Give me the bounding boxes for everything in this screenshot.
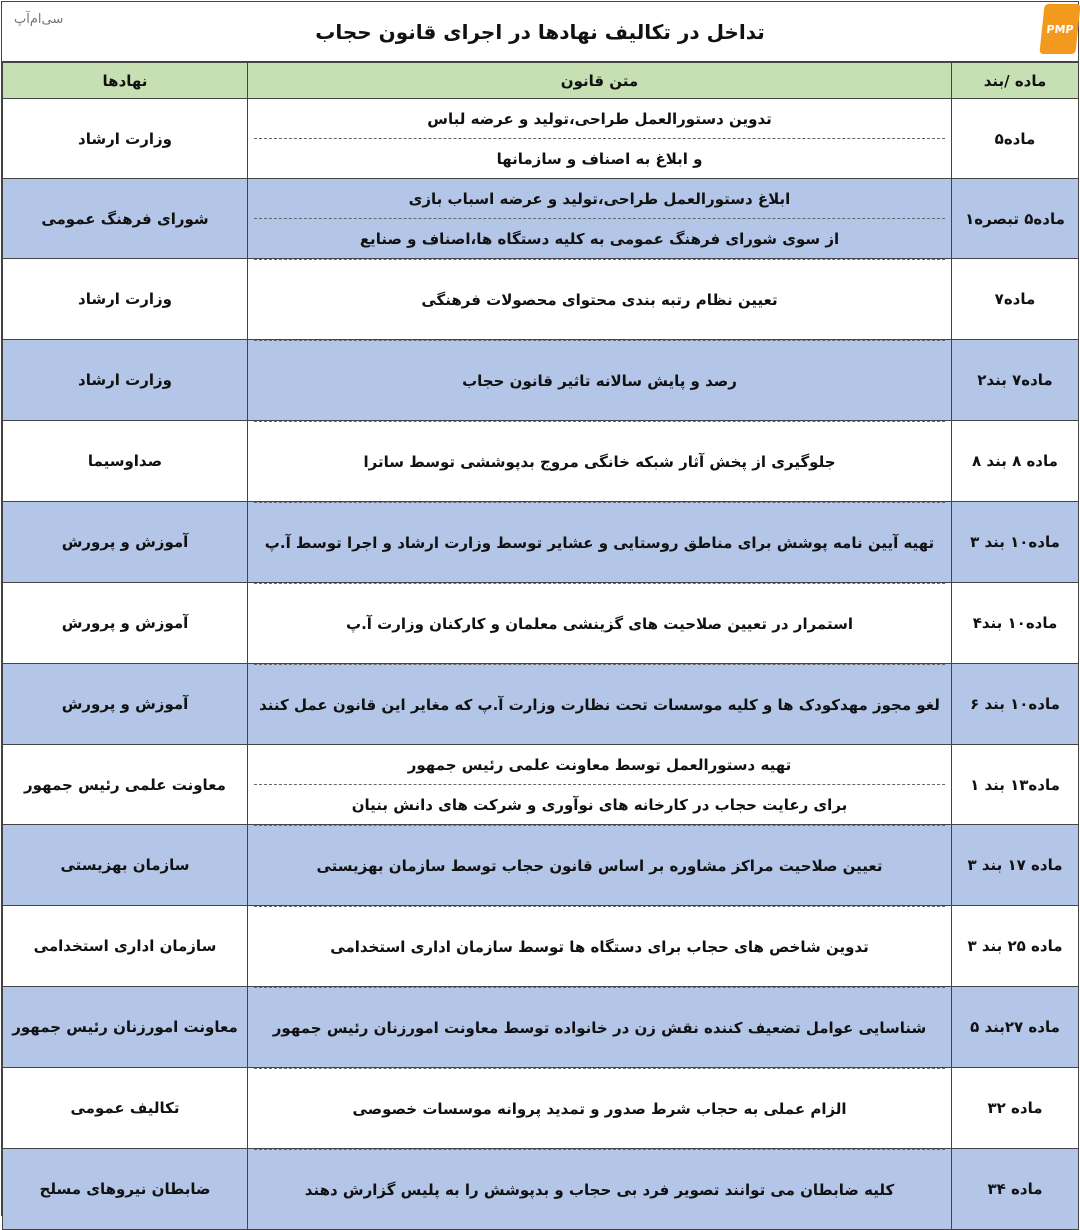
institution-cell: سازمان اداری استخدامی xyxy=(3,906,248,987)
law-text-cell xyxy=(248,421,952,502)
institution-cell: شورای فرهنگ عمومی xyxy=(3,179,248,259)
institution-cell: آموزش و پرورش xyxy=(3,664,248,745)
table-row xyxy=(3,502,1079,583)
law-text-line: تهیه دستورالعمل توسط معاونت علمی رئیس جمهور xyxy=(407,755,792,774)
law-table xyxy=(2,62,1079,1230)
law-text-split xyxy=(254,99,945,178)
law-text-split xyxy=(254,179,945,258)
table-row xyxy=(3,987,1079,1068)
law-text-cell xyxy=(248,583,952,664)
brand-text: سی‌ام‌آپ xyxy=(14,12,64,27)
law-text-cell xyxy=(248,987,952,1068)
article-cell: ماده۷ xyxy=(952,259,1079,340)
institution-cell: آموزش و پرورش xyxy=(3,502,248,583)
law-text-cell xyxy=(248,340,952,421)
column-header-article: ماده /بند xyxy=(952,63,1079,99)
article-cell: ماده ۱۷ بند ۳ xyxy=(952,825,1079,906)
institution-cell: تکالیف عمومی xyxy=(3,1068,248,1149)
law-text-line: تعیین نظام رتبه بندی محتوای محصولات فرهنگی xyxy=(254,259,945,339)
article-cell: ماده ۳۴ xyxy=(952,1149,1079,1230)
institution-cell: ضابطان نیروهای مسلح xyxy=(3,1149,248,1230)
institution-cell: صداوسیما xyxy=(3,421,248,502)
column-header-institution: نهادها xyxy=(3,63,248,99)
article-cell: ماده ۳۲ xyxy=(952,1068,1079,1149)
law-text-cell xyxy=(248,745,952,825)
table-row xyxy=(3,1149,1079,1230)
article-cell: ماده۱۰ بند ۶ xyxy=(952,664,1079,745)
table-row xyxy=(3,745,1079,825)
law-text-cell xyxy=(248,906,952,987)
table-row xyxy=(3,825,1079,906)
article-cell: ماده۱۰ بند ۳ xyxy=(952,502,1079,583)
article-cell: ماده ۲۷بند ۵ xyxy=(952,987,1079,1068)
table-row xyxy=(3,340,1079,421)
law-text-cell xyxy=(248,664,952,745)
law-text-line: تعیین صلاحیت مراکز مشاوره بر اساس قانون حجاب توسط سازمان بهزیستی xyxy=(254,825,945,905)
article-cell: ماده۵ تبصره۱ xyxy=(952,179,1079,259)
law-text-cell xyxy=(248,99,952,179)
institution-cell: سازمان بهزیستی xyxy=(3,825,248,906)
law-table-sheet xyxy=(1,1,1079,1216)
article-cell: ماده ۲۵ بند ۳ xyxy=(952,906,1079,987)
table-row xyxy=(3,1068,1079,1149)
article-cell: ماده ۸ بند ۸ xyxy=(952,421,1079,502)
table-row xyxy=(3,259,1079,340)
law-text-split xyxy=(254,745,945,824)
law-text-line: برای رعایت حجاب در کارخانه های نوآوری و شرکت های دانش بنیان xyxy=(254,784,945,824)
table-row xyxy=(3,583,1079,664)
brand-mark-icon xyxy=(1039,4,1080,54)
law-text-cell xyxy=(248,179,952,259)
table-row xyxy=(3,99,1079,179)
institution-cell: وزارت ارشاد xyxy=(3,340,248,421)
law-text-line: تدوین دستورالعمل طراحی،تولید و عرضه لباس xyxy=(427,109,772,128)
article-cell: ماده۷ بند۲ xyxy=(952,340,1079,421)
brand-logo xyxy=(14,12,63,27)
brand-mark-text: PMP xyxy=(1045,22,1075,36)
law-text-line: شناسایی عوامل تضعیف کننده نقش زن در خانواده توسط معاونت امورزنان رئیس جمهور xyxy=(254,987,945,1067)
law-text-cell xyxy=(248,1068,952,1149)
law-text-line: الزام عملی به حجاب شرط صدور و تمدید پروانه موسسات خصوصی xyxy=(254,1068,945,1148)
table-row xyxy=(3,906,1079,987)
table-row xyxy=(3,421,1079,502)
law-text-cell xyxy=(248,1149,952,1230)
institution-cell: معاونت علمی رئیس جمهور xyxy=(3,745,248,825)
table-row xyxy=(3,664,1079,745)
table-body xyxy=(3,99,1079,1230)
law-text-cell xyxy=(248,825,952,906)
law-text-line: رصد و پایش سالانه تاثیر قانون حجاب xyxy=(254,340,945,420)
law-text-line: از سوی شورای فرهنگ عمومی به کلیه دستگاه ها،اصناف و صنایع xyxy=(254,218,945,258)
law-text-line: لغو مجوز مهدکودک ها و کلیه موسسات تحت نظارت وزارت آ.پ که مغایر این قانون عمل کنند xyxy=(254,664,945,744)
article-cell: ماده۵ xyxy=(952,99,1079,179)
law-text-line: ابلاغ دستورالعمل طراحی،تولید و عرضه اسباب بازی xyxy=(408,189,791,208)
law-text-line: جلوگیری از پخش آثار شبکه خانگی مروج بدپوششی توسط ساترا xyxy=(254,421,945,501)
institution-cell: آموزش و پرورش xyxy=(3,583,248,664)
article-cell: ماده۱۳ بند ۱ xyxy=(952,745,1079,825)
law-text-cell xyxy=(248,502,952,583)
law-text-line: کلیه ضابطان می توانند تصویر فرد بی حجاب و بدپوشش را به پلیس گزارش دهند xyxy=(254,1149,945,1229)
institution-cell: معاونت امورزنان رئیس جمهور xyxy=(3,987,248,1068)
law-text-line: تدوین شاخص های حجاب برای دستگاه ها توسط سازمان اداری استخدامی xyxy=(254,906,945,986)
table-header-row xyxy=(3,63,1079,99)
law-text-line: استمرار در تعیین صلاحیت های گزینشی معلمان و کارکنان وزارت آ.پ xyxy=(254,583,945,663)
column-header-text: متن قانون xyxy=(248,63,952,99)
law-text-cell xyxy=(248,259,952,340)
law-text-line: تهیه آیین نامه پوشش برای مناطق روستایی و عشایر توسط وزارت ارشاد و اجرا توسط آ.پ xyxy=(254,502,945,582)
table-row xyxy=(3,179,1079,259)
article-cell: ماده۱۰ بند۴ xyxy=(952,583,1079,664)
institution-cell: وزارت ارشاد xyxy=(3,259,248,340)
title-bar xyxy=(2,2,1078,62)
institution-cell: وزارت ارشاد xyxy=(3,99,248,179)
page-title: تداخل در تکالیف نهادها در اجرای قانون حجاب xyxy=(315,19,765,44)
law-text-line: و ابلاغ به اصناف و سازمانها xyxy=(254,138,945,178)
